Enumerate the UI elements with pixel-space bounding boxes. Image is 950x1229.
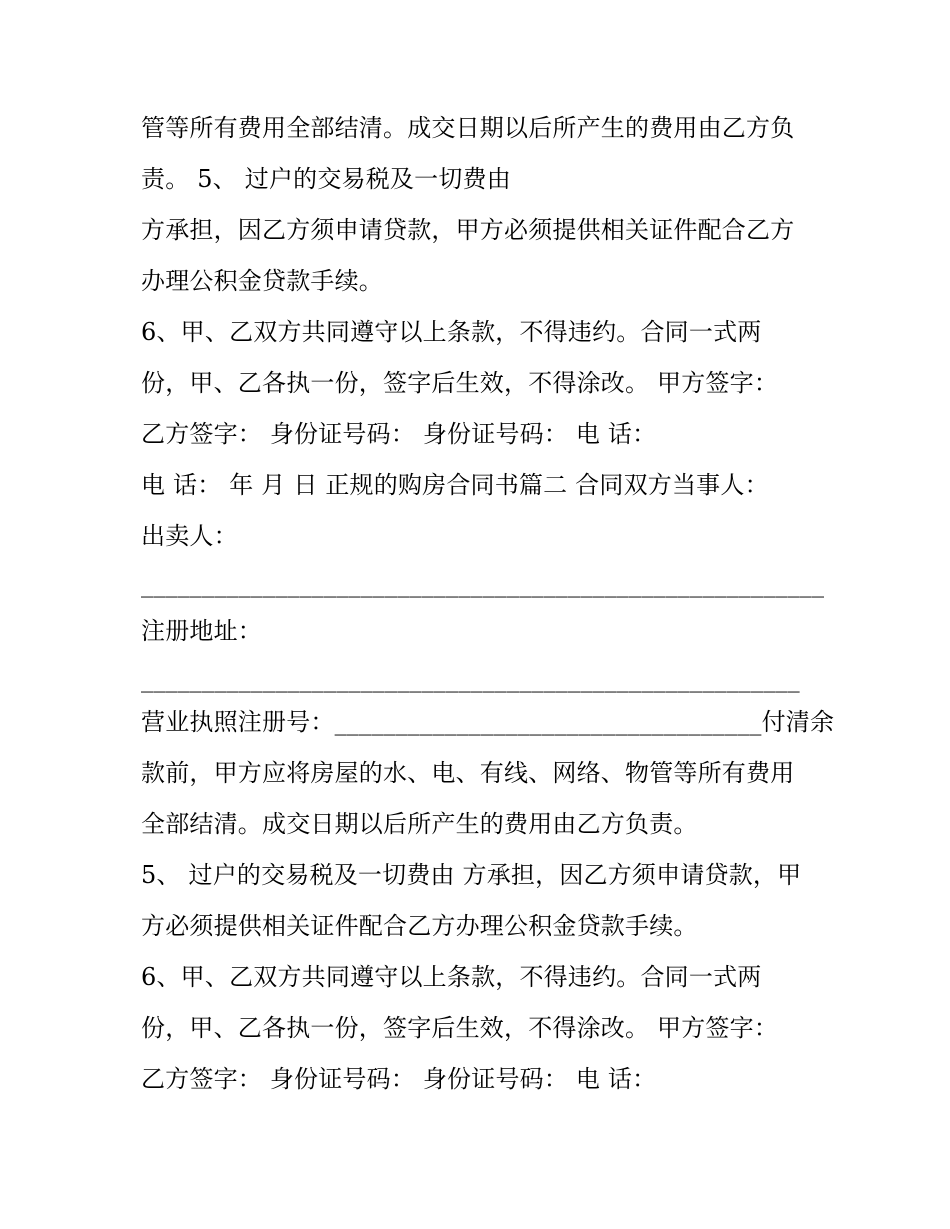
- text-line: 6、甲、乙双方共同遵守以上条款，不得违约。合同一式两: [141, 963, 762, 991]
- text-line: 电 话： 年 月 日 正规的购房合同书篇二 合同双方当事人：: [141, 471, 769, 499]
- text-line: 份，甲、乙各执一份，签字后生效，不得涂改。 甲方签字：: [141, 369, 779, 397]
- text-line: 5、 过户的交易税及一切费由 方承担，因乙方须申请贷款，甲: [141, 861, 802, 889]
- text-line: 出卖人：: [141, 522, 238, 550]
- text-line: 份，甲、乙各执一份，签字后生效，不得涂改。 甲方签字：: [141, 1014, 779, 1042]
- text-line: 方必须提供相关证件配合乙方办理公积金贷款手续。: [141, 912, 698, 940]
- blank-underline: ______________________________________________________: [141, 665, 800, 693]
- text-line: 款前，甲方应将房屋的水、电、有线、网络、物管等所有费用: [141, 759, 795, 787]
- text-line: 全部结清。成交日期以后所产生的费用由乙方负责。: [141, 810, 698, 838]
- blank-underline: ________________________________________________________: [141, 570, 825, 598]
- text-line: 乙方签字： 身份证号码： 身份证号码： 电 话：: [141, 1065, 657, 1093]
- text-line: 方承担，因乙方须申请贷款，甲方必须提供相关证件配合乙方: [141, 216, 795, 244]
- text-line: 注册地址：: [141, 617, 262, 645]
- text-line: 营业执照注册号：___________________________________付清余: [141, 708, 835, 736]
- text-line: 管等所有费用全部结清。成交日期以后所产生的费用由乙方负: [141, 114, 795, 142]
- text-line: 乙方签字： 身份证号码： 身份证号码： 电 话：: [141, 420, 657, 448]
- text-line: 6、甲、乙双方共同遵守以上条款，不得违约。合同一式两: [141, 318, 762, 346]
- text-line: 办理公积金贷款手续。: [141, 267, 383, 295]
- text-line: 责。 5、 过户的交易税及一切费由: [141, 165, 511, 193]
